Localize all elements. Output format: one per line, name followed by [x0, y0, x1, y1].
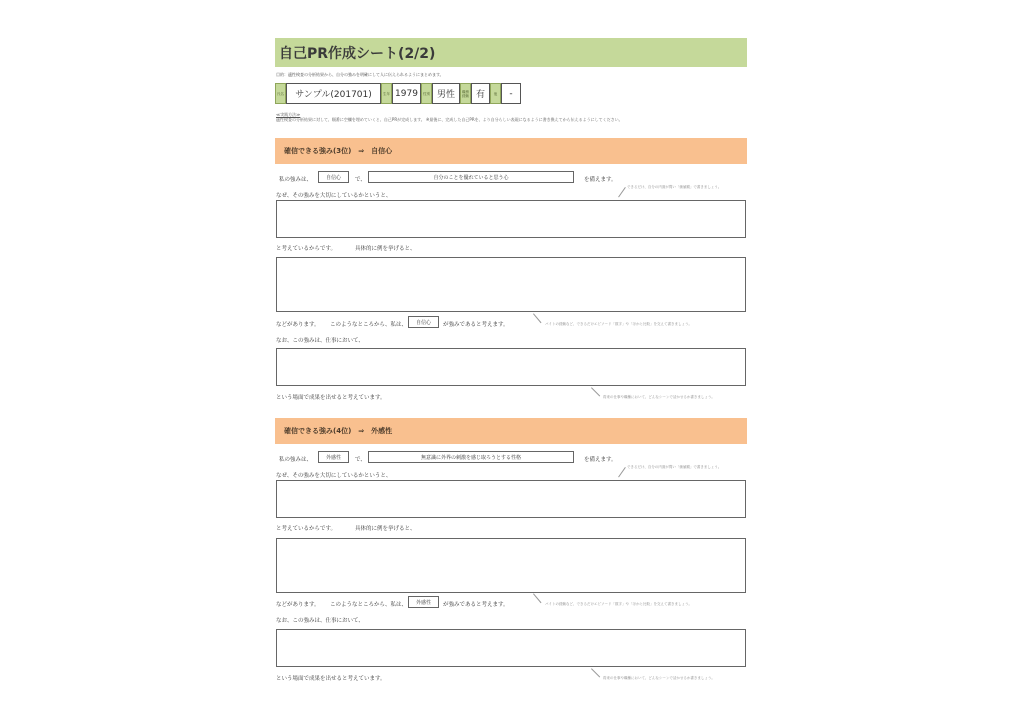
why-answer-box-2[interactable]	[276, 480, 746, 518]
work-answer-box-1[interactable]	[276, 348, 746, 386]
name-label: 氏名	[275, 83, 286, 104]
hint-scene-2: 将来の仕事や職種において、どんなシーンで活かせるか書きましょう。	[603, 676, 715, 680]
hint-values-2: できるだけ、自分の内面が問い「価値観」で書きましょう。	[627, 465, 722, 469]
method-body: 適性検査の分析結果に対して、順番に空欄を埋めていくと、自己PRが完成します。 ※最後に、完成した自己PRを、より自分らしい表現になるように書き換えてから伝えるようにしてください。	[276, 117, 623, 122]
hint-leader-2a	[618, 467, 626, 477]
gender-label: 性別	[421, 83, 432, 104]
profile-row	[275, 83, 521, 104]
example-text-2: 具体的に例を挙げると、	[355, 526, 416, 532]
why-text-2: なぜ、その強みを大切にしているかというと、	[276, 473, 392, 479]
work-answer-box-2[interactable]	[276, 629, 746, 667]
example-text-1: 具体的に例を挙げると、	[355, 246, 416, 252]
strength-word-field-1[interactable]: 自信心	[318, 171, 349, 183]
gender-field[interactable]: 男性	[432, 83, 460, 104]
why-text-1: なぜ、その強みを大切にしているかというと、	[276, 193, 392, 199]
hint-values-1: できるだけ、自分の内面が問い「価値観」で書きましょう。	[627, 185, 722, 189]
title-bar	[275, 38, 747, 67]
result-word-field-1[interactable]: 自信心	[408, 316, 439, 328]
connector-1: で、	[355, 177, 366, 183]
hint-scene-1: 将来の仕事や職種において、どんなシーンで活かせるか書きましょう。	[603, 395, 715, 399]
section-header-2	[275, 418, 747, 444]
name-field[interactable]: サンプル(201701)	[286, 83, 381, 104]
hint-leader-2b	[533, 593, 541, 603]
result-mid-2: このようなところから、私は、	[330, 602, 408, 608]
strength-prefix-1: 私の強みは、	[279, 177, 313, 183]
result-suffix-1: が強みであると考えます。	[443, 322, 509, 328]
result-mid-1: このようなところから、私は、	[330, 322, 408, 328]
work-text-1: なお、この強みは、仕事において、	[276, 338, 364, 344]
hint-leader-1a	[618, 187, 626, 197]
because-text-2: と考えているからです。	[276, 526, 337, 532]
work-text-2: なお、この強みは、仕事において、	[276, 618, 364, 624]
example-answer-box-1[interactable]	[276, 257, 746, 312]
birth-label: 生年	[381, 83, 392, 104]
section-header-2-label: 確信できる強み(4位) ⇒ 外感性	[284, 427, 393, 435]
hint-leader-1c	[591, 387, 600, 396]
why-answer-box-1[interactable]	[276, 200, 746, 238]
method-block	[276, 112, 623, 122]
strength-word-field-2[interactable]: 外感性	[318, 451, 349, 463]
strength-suffix-2: を備えます。	[584, 457, 617, 463]
method-heading: ≪実践方法≫	[276, 112, 301, 117]
strength-desc-field-1[interactable]: 自分のことを優れていると思う心	[368, 171, 574, 183]
purpose-text: 目的：適性検査の分析結果から、自分の強みを明確にして人に伝えられるようにまとめます。	[276, 72, 444, 77]
hint-leader-2c	[591, 668, 600, 677]
strength-prefix-2: 私の強みは、	[279, 457, 313, 463]
strength-desc-field-2[interactable]: 無意識に外界の刺激を感じ取ろうとする性格	[368, 451, 574, 463]
result-prefix-1: などがあります。	[276, 322, 320, 328]
experience-field[interactable]: 有	[471, 83, 490, 104]
connector-2: で、	[355, 457, 366, 463]
result-prefix-2: などがあります。	[276, 602, 320, 608]
sheet-page	[275, 38, 747, 688]
closing-text-1: という場面で成果を出せると考えています。	[276, 395, 386, 401]
result-word-field-2[interactable]: 外感性	[408, 596, 439, 608]
birth-field[interactable]: 1979	[392, 83, 421, 104]
result-suffix-2: が強みであると考えます。	[443, 602, 509, 608]
strength-suffix-1: を備えます。	[584, 177, 617, 183]
because-text-1: と考えているからです。	[276, 246, 337, 252]
example-answer-box-2[interactable]	[276, 538, 746, 593]
experience-label: 職務経験	[460, 83, 471, 104]
section-header-1	[275, 138, 747, 164]
hint-episode-1: バイトの経験など、できるだけエピソード「数字」や「ほかと比較」を交えて書きましょう。	[545, 322, 692, 326]
section-header-1-label: 確信できる強み(3位) ⇒ 自信心	[284, 147, 393, 155]
hint-leader-1b	[533, 313, 541, 323]
other-field[interactable]: -	[501, 83, 521, 104]
page-title: 自己PR作成シート(2/2)	[279, 46, 436, 62]
hint-episode-2: バイトの経験など、できるだけエピソード「数字」や「ほかと比較」を交えて書きましょう。	[545, 602, 692, 606]
closing-text-2: という場面で成果を出せると考えています。	[276, 676, 386, 682]
other-label: 他	[490, 83, 501, 104]
